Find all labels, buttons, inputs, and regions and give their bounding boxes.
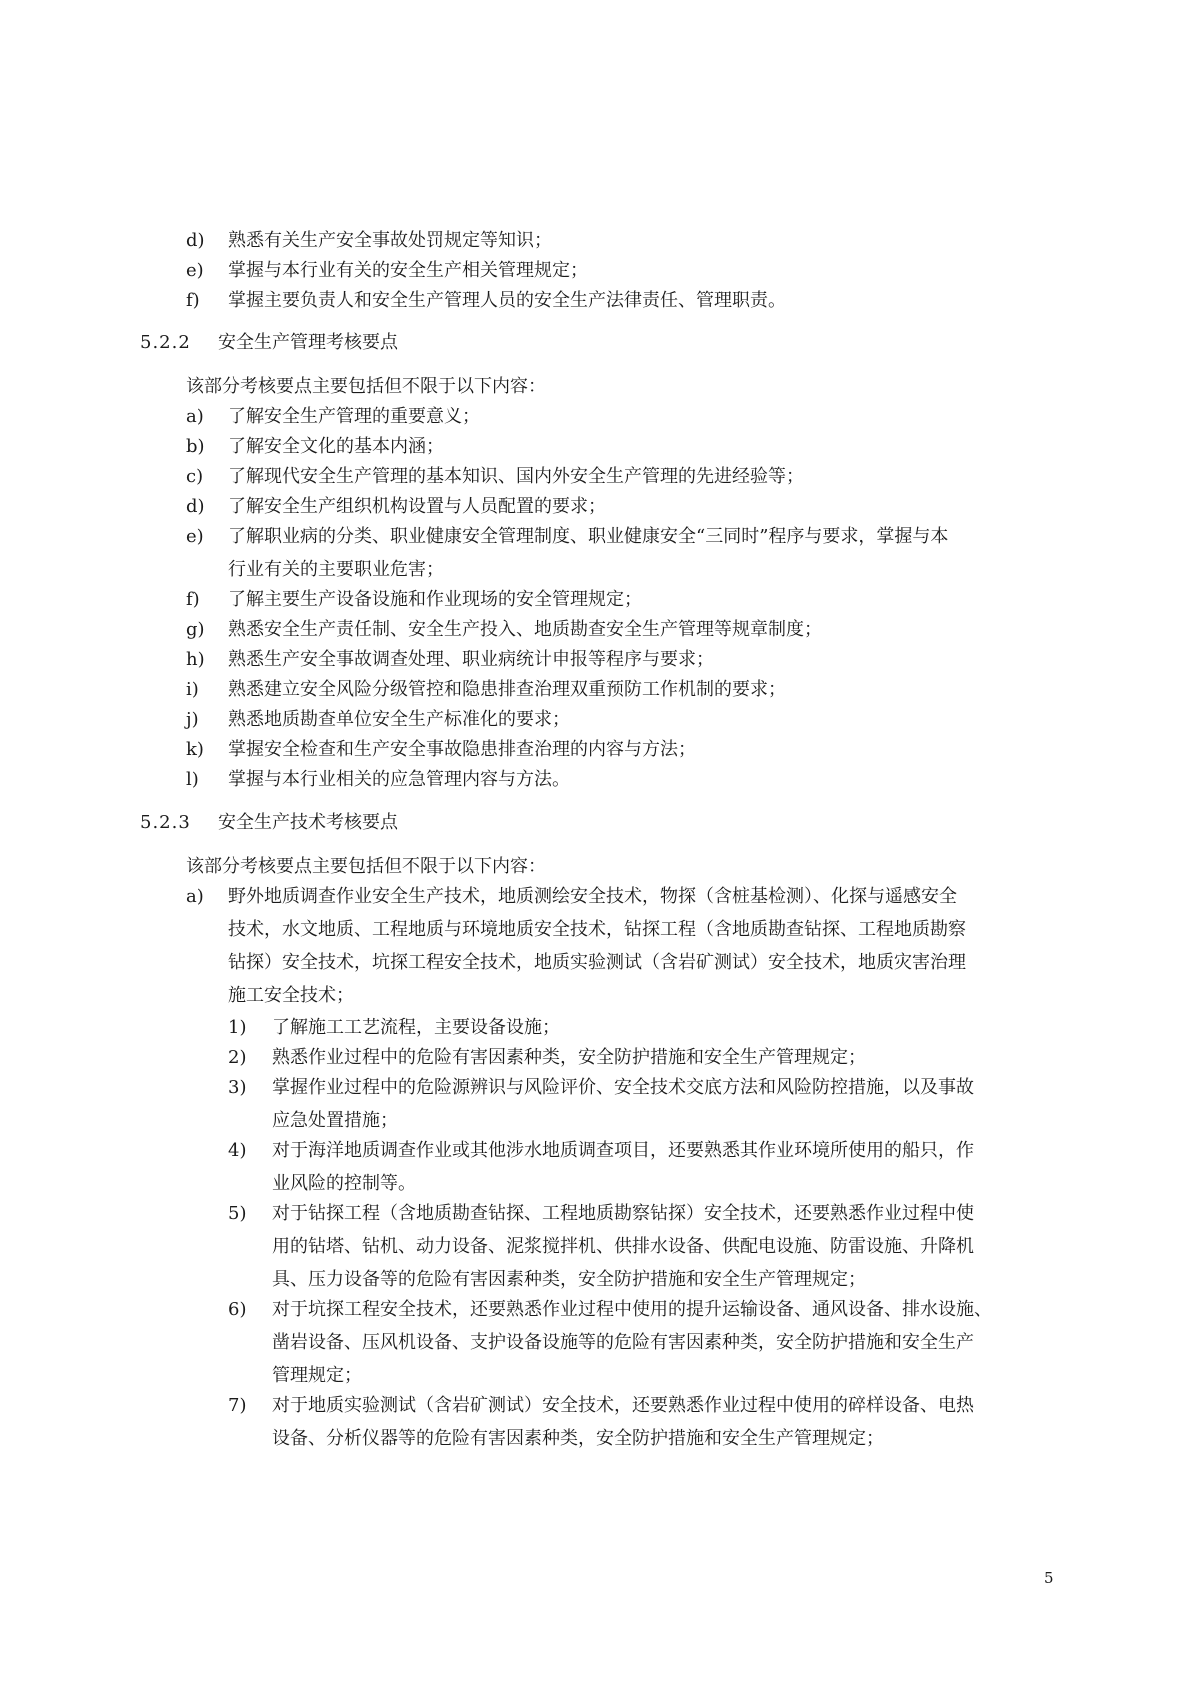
section-intro: 该部分考核要点主要包括但不限于以下内容： [186, 856, 546, 877]
section-heading [140, 326, 398, 359]
list-item-label: f) [186, 290, 200, 311]
sub-list-item-label: 5) [228, 1203, 247, 1224]
list-item [186, 763, 1086, 796]
sub-list-item [228, 1197, 1088, 1296]
sub-list-item [228, 1389, 1088, 1455]
list-item-text: 熟悉建立安全风险分级管控和隐患排查治理双重预防工作机制的要求； [228, 679, 786, 700]
sub-list-item-label: 3) [228, 1077, 247, 1098]
list-item-text: 野外地质调查作业安全生产技术，地质测绘安全技术，物探（含桩基检测）、化探与遥感安全 [228, 886, 957, 907]
list-item-text: 熟悉地质勘查单位安全生产标准化的要求； [228, 709, 570, 730]
sub-list-item-text: 掌握作业过程中的危险源辨识与风险评价、安全技术交底方法和风险防控措施，以及事故 [272, 1077, 974, 1098]
list-item [186, 673, 1086, 706]
list-item [186, 254, 1086, 287]
list-item-label: h) [186, 649, 205, 670]
sub-list-item-label: 4) [228, 1140, 247, 1161]
list-item-text: 了解职业病的分类、职业健康安全管理制度、职业健康安全“三同时”程序与要求，掌握与本 [228, 526, 949, 547]
list-item-text: 行业有关的主要职业危害； [228, 559, 444, 580]
list-item-text: 了解安全文化的基本内涵； [228, 436, 444, 457]
list-item-label: a) [186, 406, 204, 427]
list-item [186, 460, 1086, 493]
list-item-text: 掌握与本行业相关的应急管理内容与方法。 [228, 769, 570, 790]
sub-list-item-text: 业风险的控制等。 [272, 1173, 416, 1194]
list-item [186, 224, 1086, 257]
list-item-label: a) [186, 886, 204, 907]
list-item-text: 熟悉安全生产责任制、安全生产投入、地质勘查安全生产管理等规章制度； [228, 619, 822, 640]
list-item [186, 520, 1086, 586]
list-item-text: 了解主要生产设备设施和作业现场的安全管理规定； [228, 589, 642, 610]
sub-list-item [228, 1041, 1088, 1074]
list-item-text: 掌握主要负责人和安全生产管理人员的安全生产法律责任、管理职责。 [228, 290, 786, 311]
list-item-text: 了解安全生产组织机构设置与人员配置的要求； [228, 496, 606, 517]
list-item-label: g) [186, 619, 205, 640]
sub-list-item-text: 对于钻探工程（含地质勘查钻探、工程地质勘察钻探）安全技术，还要熟悉作业过程中使 [272, 1203, 974, 1224]
list-item-text: 熟悉有关生产安全事故处罚规定等知识； [228, 230, 552, 251]
sub-list-item-text: 设备、分析仪器等的危险有害因素种类，安全防护措施和安全生产管理规定； [272, 1428, 884, 1449]
sub-list-item-text: 了解施工工艺流程，主要设备设施； [272, 1017, 560, 1038]
section-heading [140, 806, 398, 839]
sub-list-item-text: 凿岩设备、压风机设备、支护设备设施等的危险有害因素种类，安全防护措施和安全生产 [272, 1332, 974, 1353]
section-intro: 该部分考核要点主要包括但不限于以下内容： [186, 376, 546, 397]
list-item [186, 430, 1086, 463]
sub-list-item-text: 用的钻塔、钻机、动力设备、泥浆搅拌机、供排水设备、供配电设施、防雷设施、升降机 [272, 1236, 974, 1257]
list-item [186, 703, 1086, 736]
sub-list-item-text: 熟悉作业过程中的危险有害因素种类，安全防护措施和安全生产管理规定； [272, 1047, 866, 1068]
sub-list-item-label: 2) [228, 1047, 247, 1068]
sub-list-item-text: 具、压力设备等的危险有害因素种类，安全防护措施和安全生产管理规定； [272, 1269, 866, 1290]
list-item [186, 643, 1086, 676]
list-item-label: e) [186, 526, 204, 547]
sub-list-item-text: 管理规定； [272, 1365, 362, 1386]
list-item-label: l) [186, 769, 199, 790]
section-title: 安全生产技术考核要点 [218, 812, 398, 833]
list-item [186, 733, 1086, 766]
list-item-label: j) [186, 709, 199, 730]
list-item-text: 了解现代安全生产管理的基本知识、国内外安全生产管理的先进经验等； [228, 466, 804, 487]
sub-list-item-text: 应急处置措施； [272, 1110, 398, 1131]
sub-list-item [228, 1134, 1088, 1200]
sub-list-item-label: 7) [228, 1395, 247, 1416]
list-item-text: 了解安全生产管理的重要意义； [228, 406, 480, 427]
sub-list-item-text: 对于地质实验测试（含岩矿测试）安全技术，还要熟悉作业过程中使用的碎样设备、电热 [272, 1395, 974, 1416]
sub-list-item [228, 1011, 1088, 1044]
list-item [186, 880, 1086, 1012]
sub-list-item-text: 对于坑探工程安全技术，还要熟悉作业过程中使用的提升运输设备、通风设备、排水设施、 [272, 1299, 992, 1320]
section-title: 安全生产管理考核要点 [218, 332, 398, 353]
section-number: 5.2.3 [140, 812, 191, 833]
sub-list-item [228, 1071, 1088, 1137]
sub-list-item-label: 6) [228, 1299, 247, 1320]
list-item [186, 583, 1086, 616]
page-number: 5 [1044, 1569, 1054, 1587]
list-item-label: k) [186, 739, 204, 760]
section-number: 5.2.2 [140, 332, 191, 353]
list-item [186, 613, 1086, 646]
list-item-label: e) [186, 260, 204, 281]
list-item-text: 掌握与本行业有关的安全生产相关管理规定； [228, 260, 588, 281]
list-item-label: i) [186, 679, 199, 700]
list-item-text: 掌握安全检查和生产安全事故隐患排查治理的内容与方法； [228, 739, 696, 760]
list-item-label: d) [186, 496, 205, 517]
list-item-label: b) [186, 436, 205, 457]
list-item-text: 施工安全技术； [228, 985, 354, 1006]
sub-list-item-label: 1) [228, 1017, 247, 1038]
list-item [186, 400, 1086, 433]
list-item-label: f) [186, 589, 200, 610]
list-item-label: c) [186, 466, 204, 487]
list-item-text: 技术，水文地质、工程地质与环境地质安全技术，钻探工程（含地质勘查钻探、工程地质勘察 [228, 919, 966, 940]
sub-list-item-text: 对于海洋地质调查作业或其他涉水地质调查项目，还要熟悉其作业环境所使用的船只，作 [272, 1140, 974, 1161]
list-item-label: d) [186, 230, 205, 251]
list-item [186, 284, 1086, 317]
list-item-text: 钻探）安全技术，坑探工程安全技术，地质实验测试（含岩矿测试）安全技术，地质灾害治理 [228, 952, 966, 973]
list-item-text: 熟悉生产安全事故调查处理、职业病统计申报等程序与要求； [228, 649, 714, 670]
sub-list-item [228, 1293, 1088, 1392]
list-item [186, 490, 1086, 523]
